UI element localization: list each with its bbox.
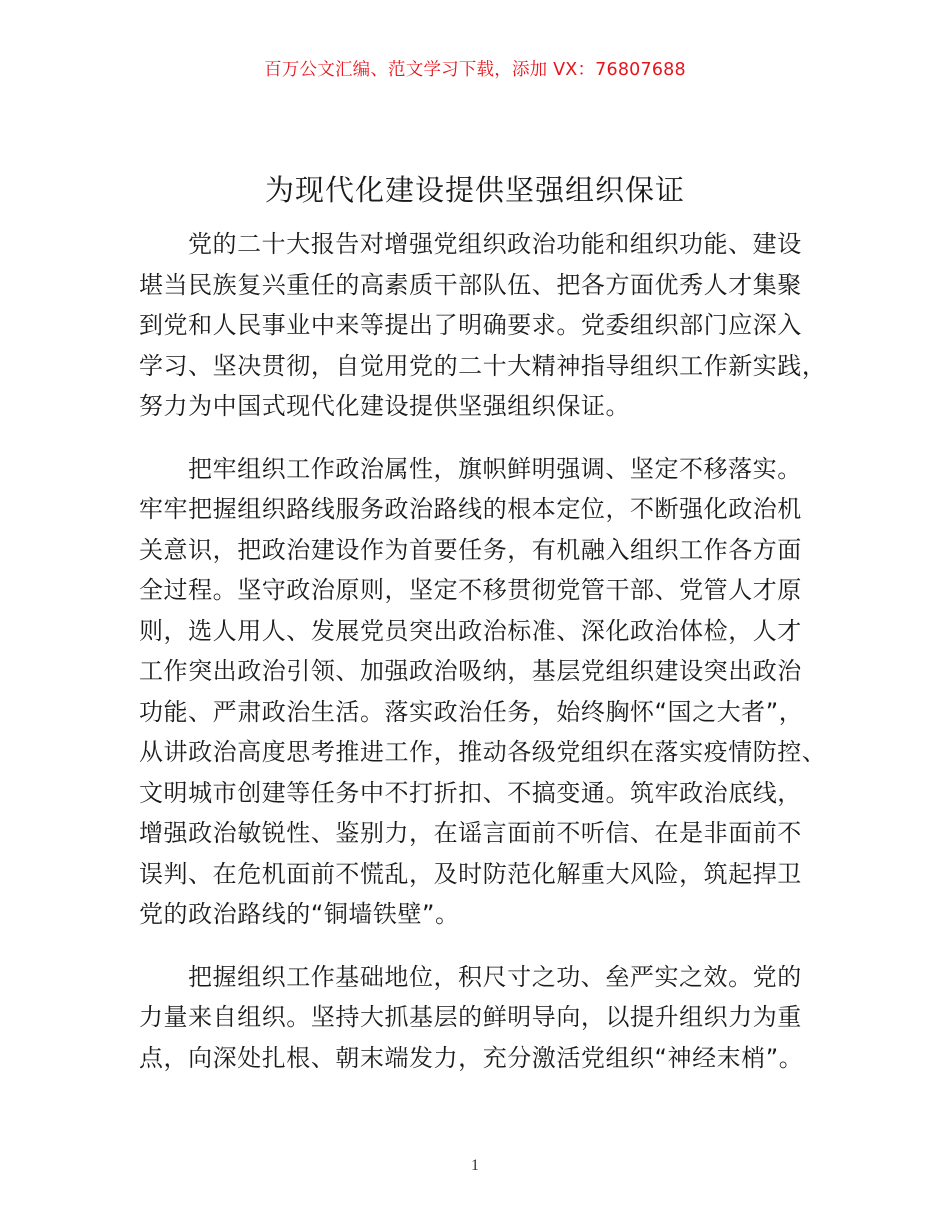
text-line: 增强政治敏锐性、鉴别力，在谣言面前不听信、在是非面前不: [139, 819, 802, 847]
document-body: [139, 224, 839, 1078]
document-title: 为现代化建设提供坚强组织保证: [264, 173, 685, 207]
text-line: 把握组织工作基础地位，积尺寸之功、垒严实之效。党的: [188, 962, 802, 991]
text-line: 功能、严肃政治生活。落实政治任务，始终胸怀“国之大者”，: [139, 697, 804, 726]
text-line: 把牢组织工作政治属性，旗帜鲜明强调、坚定不移落实。: [188, 454, 802, 483]
text-line: 到党和人民事业中来等提出了明确要求。党委组织部门应深入: [139, 311, 802, 339]
text-line: 则，选人用人、发展党员突出政治标准、深化政治体检，人才: [139, 616, 802, 645]
paragraph-3: [139, 957, 839, 1079]
text-line: 关意识，把政治建设作为首要任务，有机融入组织工作各方面: [139, 535, 802, 564]
text-line: 努力为中国式现代化建设提供坚强组织保证。: [139, 392, 630, 420]
text-line: 力量来自组织。坚持大抓基层的鲜明导向，以提升组织力为重: [139, 1003, 802, 1031]
text-line: 点，向深处扎根、朝末端发力，充分激活党组织“神经末梢”。: [139, 1043, 804, 1072]
text-line: 党的二十大报告对增强党组织政治功能和组织功能、建设: [188, 230, 802, 258]
paragraph-1: [139, 224, 839, 427]
text-line: 堪当民族复兴重任的高素质干部队伍、把各方面优秀人才集聚: [139, 270, 802, 299]
text-line: 学习、坚决贯彻，自觉用党的二十大精神指导组织工作新实践，: [139, 351, 827, 380]
text-line: 误判、在危机面前不慌乱，及时防范化解重大风险，筑起捍卫: [139, 859, 802, 888]
paragraph-spacer: [139, 935, 839, 957]
paragraph-2: [139, 449, 839, 935]
text-line: 从讲政治高度思考推进工作，推动各级党组织在落实疫情防控、: [139, 738, 827, 766]
text-line: 全过程。坚守政治原则，坚定不移贯彻党管干部、党管人才原: [139, 576, 802, 604]
page-number: 1: [471, 1157, 479, 1174]
text-line: 党的政治路线的“铜墙铁壁”。: [139, 900, 460, 928]
paragraph-spacer: [139, 427, 839, 449]
text-line: 工作突出政治引领、加强政治吸纳，基层党组织建设突出政治: [139, 657, 802, 685]
text-line: 文明城市创建等任务中不打折扣、不搞变通。筑牢政治底线，: [139, 778, 802, 807]
text-line: 牢牢把握组织路线服务政治路线的根本定位，不断强化政治机: [139, 495, 802, 523]
watermark-header: 百万公文汇编、范文学习下载，添加 VX：76807688: [264, 60, 686, 80]
